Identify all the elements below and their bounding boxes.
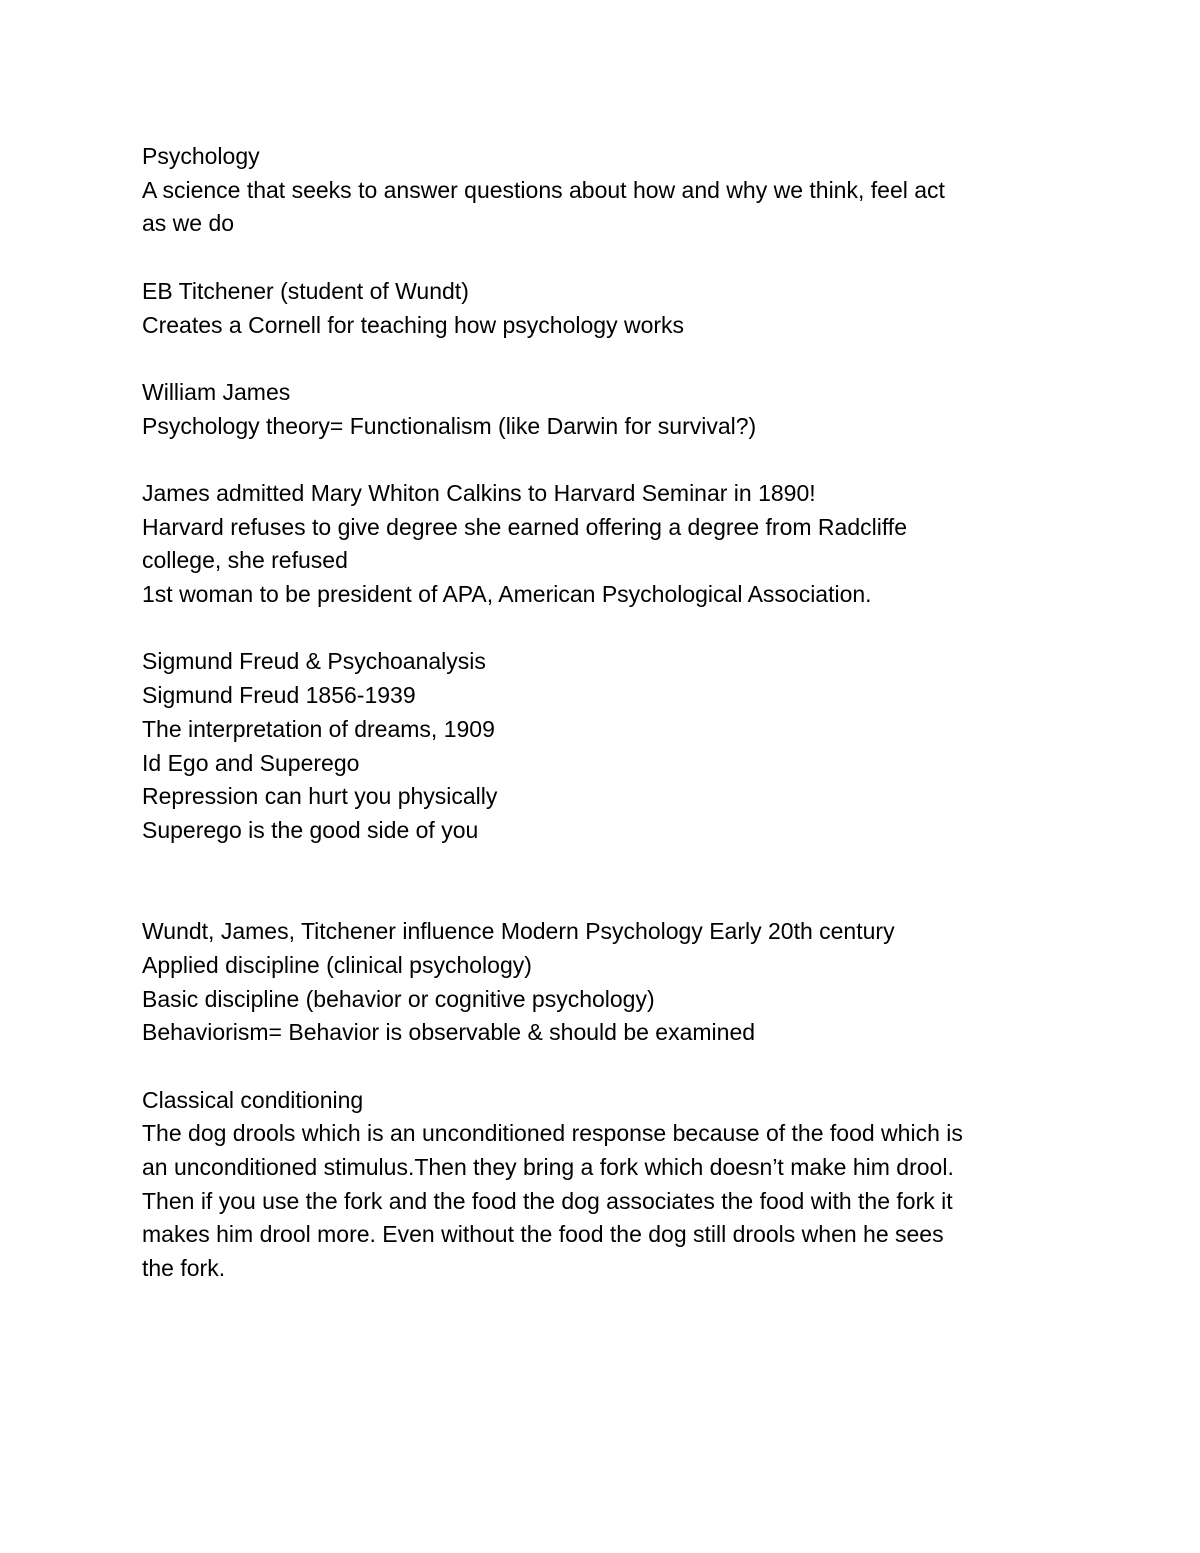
text-line: makes him drool more. Even without the food the dog still drools when he sees bbox=[142, 1221, 944, 1248]
text-line: Psychology theory= Functionalism (like Darwin for survival?) bbox=[142, 412, 757, 439]
section-heading: EB Titchener (student of Wundt) bbox=[142, 277, 469, 304]
text-line: Applied discipline (clinical psychology) bbox=[142, 951, 532, 978]
section-calkins bbox=[142, 477, 1062, 612]
text-line: James admitted Mary Whiton Calkins to Harvard Seminar in 1890! bbox=[142, 479, 816, 506]
section-james bbox=[142, 376, 1062, 443]
text-line: Creates a Cornell for teaching how psychology works bbox=[142, 311, 685, 338]
text-line: college, she refused bbox=[142, 547, 348, 574]
text-line: Sigmund Freud 1856-1939 bbox=[142, 682, 416, 709]
section-titchener bbox=[142, 275, 1062, 342]
paragraph-spacer bbox=[142, 443, 1062, 477]
document-body bbox=[142, 140, 1062, 1286]
section-heading: Sigmund Freud & Psychoanalysis bbox=[142, 648, 486, 675]
text-line: as we do bbox=[142, 210, 235, 237]
paragraph-spacer bbox=[142, 848, 1062, 915]
section-conditioning bbox=[142, 1084, 1062, 1286]
text-line: The dog drools which is an unconditioned response because of the food which is bbox=[142, 1120, 963, 1147]
paragraph-spacer bbox=[142, 1050, 1062, 1084]
paragraph-spacer bbox=[142, 241, 1062, 275]
section-heading: Psychology bbox=[142, 143, 260, 169]
text-line: Superego is the good side of you bbox=[142, 817, 479, 843]
section-modern bbox=[142, 915, 1062, 1050]
text-line: A science that seeks to answer questions about how and why we think, feel act bbox=[142, 176, 945, 203]
text-line: 1st woman to be president of APA, American Psychological Association. bbox=[142, 581, 872, 608]
text-line: Wundt, James, Titchener influence Modern Psychology Early 20th century bbox=[142, 918, 895, 945]
paragraph-spacer bbox=[142, 612, 1062, 646]
text-line: Id Ego and Superego bbox=[142, 749, 360, 776]
section-psychology bbox=[142, 140, 1062, 241]
paragraph-spacer bbox=[142, 342, 1062, 376]
section-freud bbox=[142, 645, 1062, 847]
section-heading: Classical conditioning bbox=[142, 1086, 364, 1113]
text-line: an unconditioned stimulus.Then they bring a fork which doesn’t make him drool. bbox=[142, 1154, 954, 1180]
text-line: Harvard refuses to give degree she earned offering a degree from Radcliffe bbox=[142, 513, 907, 540]
section-heading: William James bbox=[142, 378, 291, 405]
text-line: Then if you use the fork and the food the dog associates the food with the fork it bbox=[142, 1187, 953, 1214]
text-line: Basic discipline (behavior or cognitive psychology) bbox=[142, 985, 655, 1012]
text-line: the fork. bbox=[142, 1255, 226, 1282]
text-line: The interpretation of dreams, 1909 bbox=[142, 715, 495, 742]
text-line: Repression can hurt you physically bbox=[142, 783, 498, 810]
text-line: Behaviorism= Behavior is observable & should be examined bbox=[142, 1019, 756, 1046]
